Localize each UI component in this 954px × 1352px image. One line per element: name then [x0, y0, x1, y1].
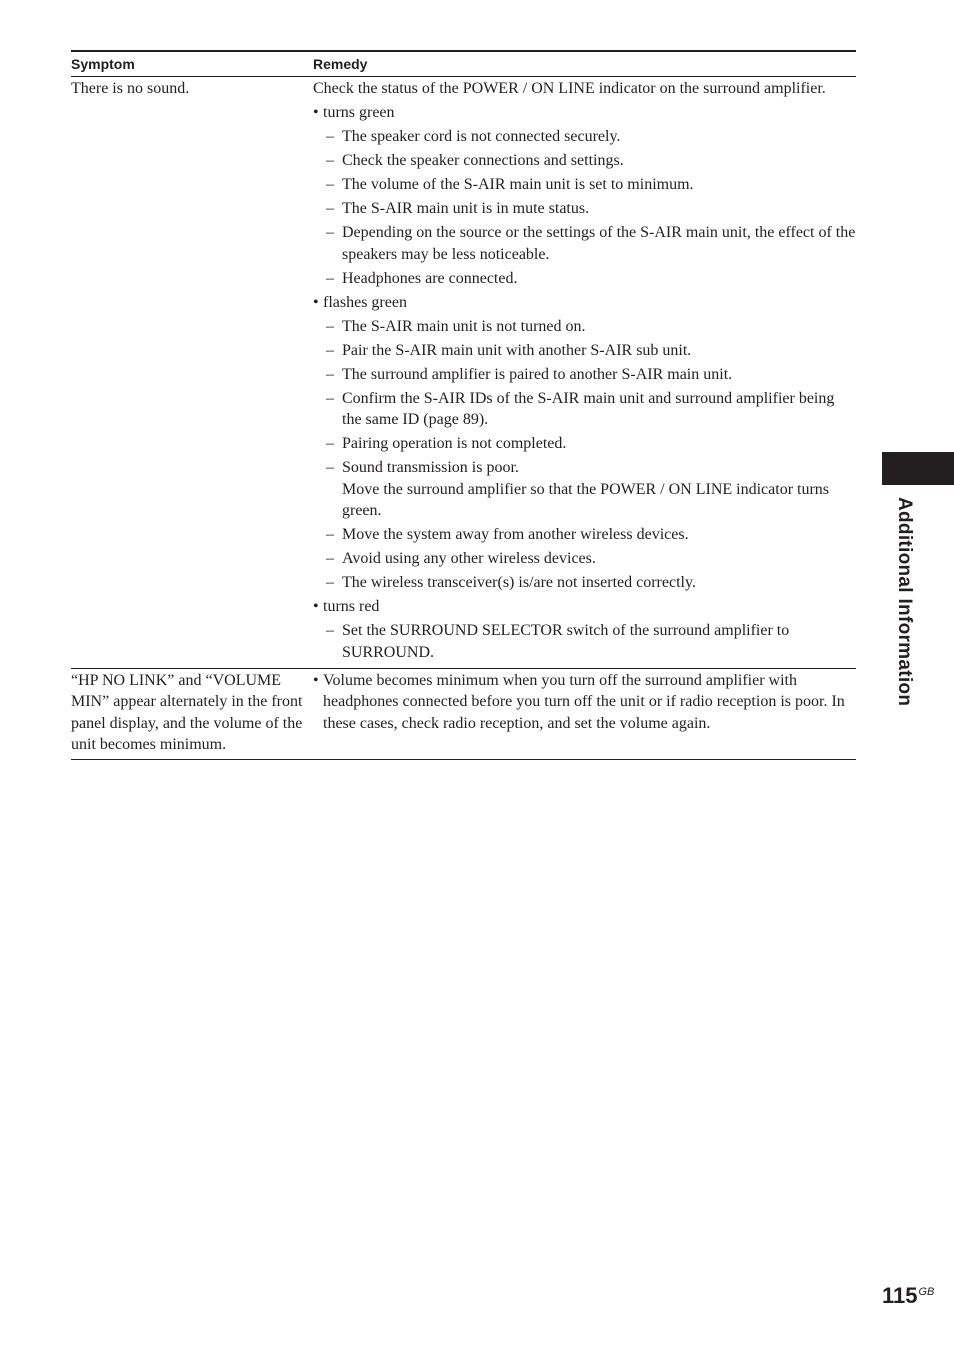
- remedy-intro: Check the status of the POWER / ON LINE indicator on the surround amplifier.: [313, 80, 826, 97]
- remedy-bullet: • Volume becomes minimum when you turn off the surround amplifier with headphones connected before you turn off the unit or if radio reception is poor. In these cases, check radio reception, and set the volume again.: [313, 670, 856, 735]
- list-item-text: Sound transmission is poor.: [342, 459, 519, 476]
- page-number-value: 115: [882, 1283, 918, 1308]
- page-region-suffix: GB: [918, 1286, 935, 1298]
- list-item: – Move the system away from another wireless devices.: [313, 524, 856, 546]
- dash-list: [313, 126, 856, 289]
- dash-list: [313, 620, 856, 663]
- table-header-row: [71, 51, 856, 77]
- troubleshooting-table: [71, 50, 856, 760]
- list-item: – The volume of the S-AIR main unit is set to minimum.: [313, 174, 856, 196]
- list-item: – Pairing operation is not completed.: [313, 433, 856, 455]
- remedy-column-header: Remedy: [313, 51, 856, 77]
- list-item: – Headphones are connected.: [313, 268, 856, 290]
- status-bullet-turns-green: • turns green: [313, 102, 856, 124]
- list-item: – Avoid using any other wireless devices.: [313, 548, 856, 570]
- list-item: – Pair the S-AIR main unit with another S-AIR sub unit.: [313, 340, 856, 362]
- table-row: [71, 668, 856, 759]
- status-bullet-turns-red: • turns red: [313, 596, 856, 618]
- list-item: – The S-AIR main unit is in mute status.: [313, 198, 856, 220]
- list-item: – Check the speaker connections and settings.: [313, 150, 856, 172]
- status-bullet-flashes-green: • flashes green: [313, 292, 856, 314]
- list-item: – Depending on the source or the settings of the S-AIR main unit, the effect of the speakers may be less noticeable.: [313, 222, 856, 265]
- list-item: – The S-AIR main unit is not turned on.: [313, 316, 856, 338]
- remedy-cell: [313, 77, 856, 669]
- list-item: [313, 457, 856, 522]
- section-tab-marker: [882, 452, 954, 485]
- list-item: – The wireless transceiver(s) is/are not inserted correctly.: [313, 572, 856, 594]
- symptom-column-header: Symptom: [71, 51, 313, 77]
- section-side-label: Additional Information: [894, 497, 915, 707]
- symptom-cell: There is no sound.: [71, 77, 313, 669]
- table-row: [71, 77, 856, 669]
- page-number: [882, 1283, 934, 1309]
- list-item: – The speaker cord is not connected securely.: [313, 126, 856, 148]
- list-item: – Confirm the S-AIR IDs of the S-AIR main unit and surround amplifier being the same ID (page 89).: [313, 388, 856, 431]
- remedy-cell: [313, 668, 856, 759]
- dash-list: [313, 316, 856, 594]
- list-item: – The surround amplifier is paired to another S-AIR main unit.: [313, 364, 856, 386]
- symptom-cell: “HP NO LINK” and “VOLUME MIN” appear alternately in the front panel display, and the volume of the unit becomes minimum.: [71, 668, 313, 759]
- list-item: – Set the SURROUND SELECTOR switch of the surround amplifier to SURROUND.: [313, 620, 856, 663]
- list-item-extra: Move the surround amplifier so that the POWER / ON LINE indicator turns green.: [342, 480, 830, 519]
